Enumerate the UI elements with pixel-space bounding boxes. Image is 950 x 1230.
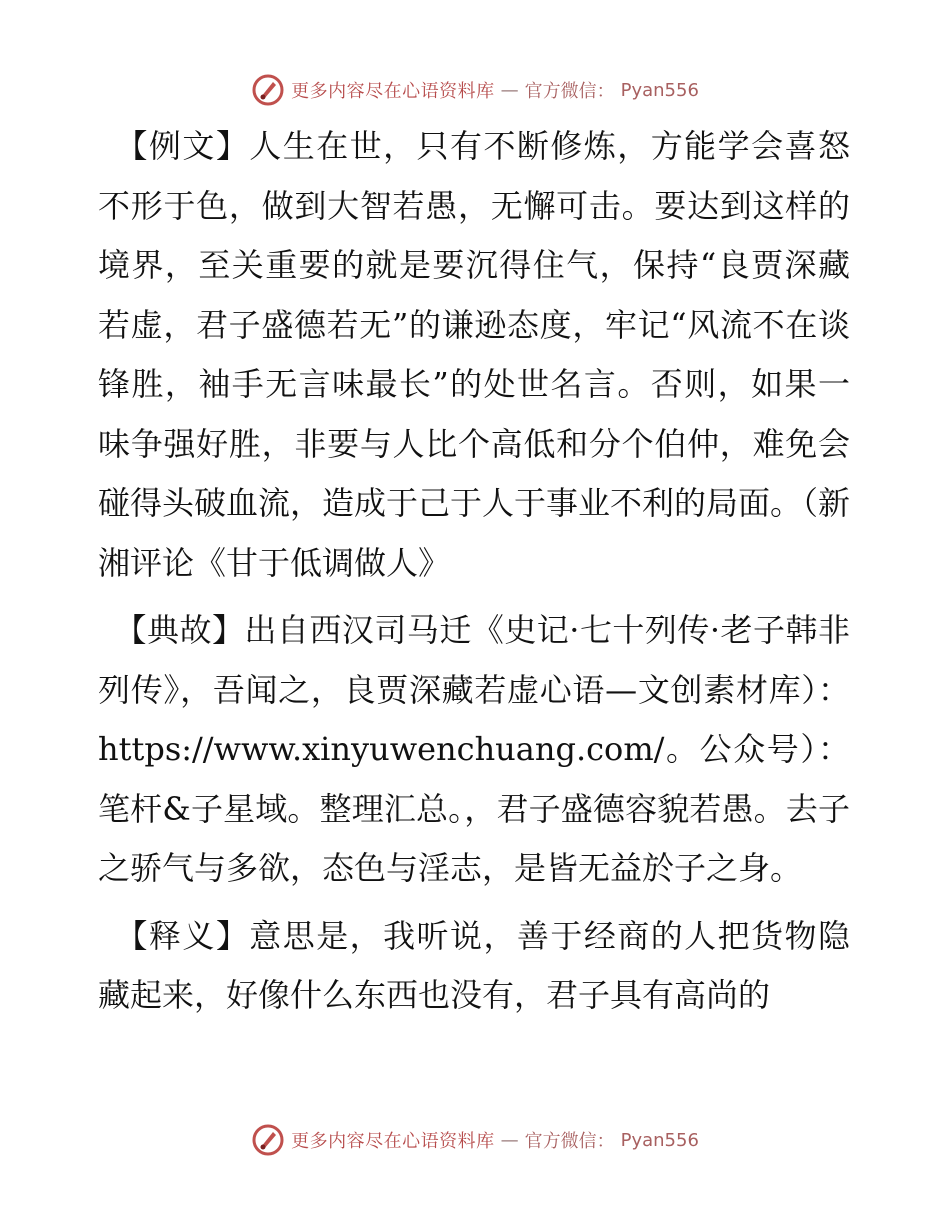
banner-contact-label: 官方微信： [524,81,615,102]
paragraph-meaning [98,907,850,1026]
paragraph-text: 意思是，我听说，善于经商的人把货物隐藏起来，好像什么东西也没有，君子具有高尚的 [98,916,850,1014]
header-banner [0,72,950,108]
brand-logo-icon [251,1123,285,1157]
paragraph-text: 人生在世，只有不断修炼，方能学会喜怒不形于色，做到大智若愚，无懈可击。要达到这样的境界，至关重要的就是要沉得住气，保持“良贾深藏若虚，君子盛德若无”的谦逊态度，牢记“风流不在谈锋胜，袖手无言味最长”的处世名言。否则，如果一味争强好胜，非要与人比个高低和分个伯仲，难免会碰得头破血流，造成于己于人于事业不利的局面。（新湘评论《甘于低调做人》 [98,127,851,582]
paragraph-text: 出自西汉司马迁《史记·七十列传·老子韩非列传》，吾闻之，良贾深藏若虚心语—文创素材库）：https://www.xinyuwenchuang.com/。公众号）：笔杆&子星域。整理汇总。，君子盛德容貌若愚。去子之骄气与多欲，态色与淫志，是皆无益於子之身。 [98,611,850,887]
banner-separator: — [500,79,519,101]
banner-contact-label: 官方微信： [524,1131,615,1152]
banner-text: 更多内容尽在心语资料库 [291,1131,495,1152]
banner-contact-id: Pyan556 [620,1129,699,1151]
paragraph-label: 【典故】 [114,611,245,649]
footer-banner [0,1122,950,1158]
banner-contact-id: Pyan556 [620,79,699,101]
document-body [98,117,850,1034]
paragraph-label: 【释义】 [114,916,250,955]
paragraph-origin [98,601,850,899]
brand-logo-icon [251,73,285,107]
banner-text: 更多内容尽在心语资料库 [291,81,495,102]
banner-separator: — [500,1129,519,1151]
paragraph-label: 【例文】 [114,127,250,165]
paragraph-example [98,117,850,593]
